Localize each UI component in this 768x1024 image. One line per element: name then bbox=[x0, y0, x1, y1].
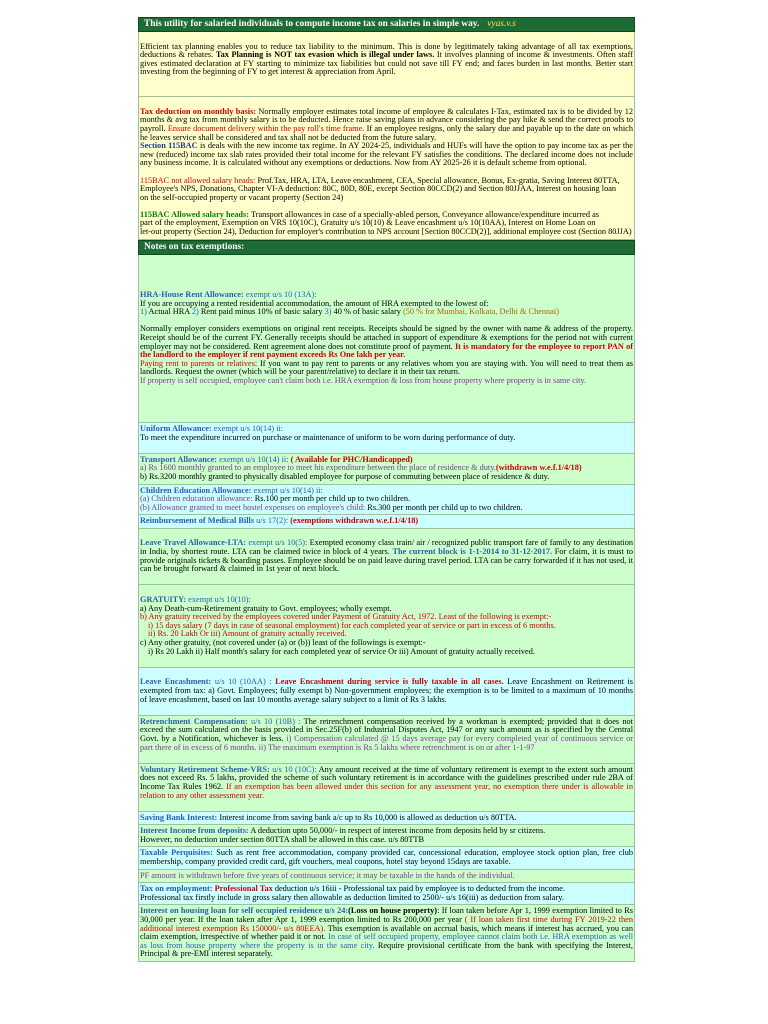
author-name: vyas.v.s bbox=[487, 19, 516, 29]
children-heading: Children Education Allowance: exempt u/s 10(14) ii: bbox=[140, 485, 323, 495]
transport-heading: Transport Allowance: exempt u/s 10(14) ii: ( Available for PHC/Handicapped) bbox=[140, 454, 413, 464]
ptax-text: Tax on employment: Professional Tax deduction u/s 16iii - Professional tax paid by employee is to deducted from the income. bbox=[140, 884, 565, 894]
not-allowed-heads: 115BAC not allowed salary heads: Prof.Tax, HRA, LTA, Leave encashment, CEA, Special allowance, Bonus, Ex-gratia, Saving Interest 80TTA, bbox=[140, 175, 620, 185]
gratuity-a: a) Any Death-cum-Retirement gratuity to Govt. employees; wholly exempt. bbox=[140, 603, 392, 613]
intro-text: Efficient tax planning enables you to reduce tax liability to the minimum. This is done by legitimately taking advantage of all tax exemptions, deductions & rebates. Tax Planning is NOT tax evasion which is illegal under laws. It involves planning of income & investments. Often staff gives estimated declaration at FY starting to minimize tax liabilities but could not save till FY end; and faces burden in last months. Better start investing from the beginning of FY to get interest & appreciation from April. bbox=[140, 41, 633, 77]
medical-heading: Reimbursement of Medical Bills u/s 17(2): (exemptions withdrawn w.e.f.1/4/18) bbox=[140, 516, 419, 526]
leave-section bbox=[138, 668, 635, 716]
retrenchment-text: Retrenchment Compensation: u/s 10 (10B) : The retrenchment compensation received by a workman is exempted; provided that it does not exceed the sum calculated on the basis provided in Sec.25F(b) of Industrial Disputes Act, 1947 or any such amount as is specified by the Central Govt. by a Notification, whichever is less. i) Compensation calculated @ 15 days average pay for every completed year of continuous service or part there of in excess of 6 months. ii) The maximum exemption is Rs 5 lakhs where retrenchment is on or after 1-1-97 bbox=[140, 716, 633, 752]
children-b: (b) Allowance granted to meet hostel expenses on employee's child: Rs.300 per month per child up to two children. bbox=[140, 502, 523, 512]
perquisites-section bbox=[138, 847, 635, 869]
hra-heading: HRA-House Rent Allowance: exempt u/s 10 (13A): bbox=[140, 290, 317, 300]
gratuity-c: c) Any other gratuity, (not covered under (a) or (b)) least of the followings is exempt:- bbox=[140, 638, 426, 647]
housing-section bbox=[138, 905, 635, 962]
perquisites-text: Taxable Perquisites: Such as rent free accommodation, company provided car, concessional education, employee stock option plan, free club membership, company provided credit card, gift vouchers, meal coupons, hotel stay beyond 15days are taxable. bbox=[140, 848, 633, 867]
hra-relatives: Paying rent to parents or relatives: If you want to pay rent to parents or any relatives whom you are staying with. You will need to treat them as landlords. Request the owner (which will be your parent/relative) to declare it in their tax return. bbox=[140, 358, 633, 377]
lta-text: Leave Travel Allowance-LTA: exempt u/s 10(5): Exempted economy class train/ air / recognized public transport fare of family to any destination in India, by shortest route. LTA can be claimed twice in block of 4 years. The current block is 1-1-2014 to 31-12-2017. For claim, it is must to provide originals tickets & boarding passes. Employee should be on paid leave during travel period. LTA can be carry forwarded if it has not used, it can be brought forward & claimed in 1st year of next block. bbox=[140, 538, 634, 574]
gratuity-b2: ii) Rs. 20 Lakh Or iii) Amount of gratuity actually received. bbox=[148, 629, 347, 639]
allowed-heads-2: part of the employment, Exemption on VRS 10(10C), Gratuity u/s 10(10) & Leave encashment u/s 10(10AA), Interest on Home Loan on bbox=[140, 218, 596, 228]
gratuity-b: b) Any gratuity received by the employees covered under Payment of Gratuity Act, 1972. Least of the following is exempt:- bbox=[140, 612, 552, 622]
ptax-section bbox=[138, 883, 635, 905]
deposits-section bbox=[138, 825, 635, 847]
uniform-text: To meet the expenditure incurred on purchase or maintenance of uniform to be worn during performance of duty. bbox=[140, 432, 516, 442]
saving-text: Saving Bank Interest: Interest income from saving bank a/c up to Rs 10,000 is allowed as deduction u/s 80TTA. bbox=[140, 812, 517, 822]
allowed-heads: 115BAC Allowed salary heads: Transport allowances in case of a specially-abled person, Conveyance allowance/expenditure incurred as bbox=[140, 209, 599, 219]
pf-section bbox=[138, 870, 635, 884]
intro-section bbox=[138, 32, 635, 97]
medical-section bbox=[138, 515, 635, 529]
pf-text: PF amount is withdrawn before five years of continuous service; it may be taxable in the hands of the individual. bbox=[140, 870, 515, 880]
ptax-text-2: Professional tax firstly include in gross salary then allowable as deduction limited to 2500/- u/s 16(iii) as deduction from salary. bbox=[140, 892, 564, 902]
not-allowed-heads-3: on the self-occupied property or vacant property (Section 24) bbox=[140, 192, 344, 202]
gratuity-c1: i) Rs 20 Lakh ii) Half month's salary for each completed year of service Or iii) Amount of gratuity actually received. bbox=[148, 646, 535, 656]
vrs-text: Voluntary Retirement Scheme-VRS: u/s 10 (10C): Any amount received at the time of voluntary retirement is exempt to the extent such amount does not exceed Rs. 5 lakhs, provided the scheme of such voluntary retirement is in accordance with the guidelines prescribed under rule 2BA of Income Tax Rules 1962. If an exemption has been allowed under this section for any assessment year, no exemption there under is allowable in relation to any other assessment year. bbox=[140, 764, 633, 800]
housing-text: Interest on housing loan for self occupied residence u/s 24:(Loss on house property): If loan taken before Apr 1, 1999 exemption limited to Rs 30,000 per year. If the loan taken after Apr 1, 1999 exemption limited to Rs 200,000 per year ( If loan taken first time during FY 2019-22 then additional interest exemption Rs 150000/- u/s 80EEA). This exemption is available on accrual basis, which means if interest has accrued, you can claim exemption, irrespective of whether paid it or not. In case of self occupied property, employee cannot claim both i.e. HRA exemption as well as loss from house property where the property is in the same city. Require provisional certificate from the bank with specifying the Interest, Principal & pre-EMI interest separately. bbox=[140, 906, 633, 959]
vrs-section bbox=[138, 764, 635, 812]
deposits-text: Interest Income from deposits: A deduction upto 50,000/- in respect of interest income from deposits held by sr citizens. bbox=[140, 826, 546, 836]
deduction-text: Tax deduction on monthly basis: Normally employer estimates total income of employee & calculates I-Tax, estimated tax is to be divided by 12 months & avg tax from monthly salary is to be deducted. Hence raise saving plans in advance considering the pay hike & send the correct proofs to payroll. Ensure document delivery within the pay roll's time frame. If an employee resigns, only the salary due and payable up to the date on which he leaves service shall be considered and tax shall not be deducted from the future salary. bbox=[140, 106, 634, 142]
allowed-heads-3: let-out property (Section 24), Deduction for employer's contribution to NPS account [Section 80CCD(2)], additional employee cost (Section 80JJA) bbox=[140, 227, 632, 237]
header-bar bbox=[138, 17, 635, 32]
transport-b: b) Rs.3200 monthly granted to physically disabled employee for purpose of commuting between place of residence & duty. bbox=[140, 471, 550, 481]
not-allowed-heads-2: Employee's NPS, Donations, Chapter VI-A deduction: 80C, 80D, 80E, except Section 80CCD(2) and Section 80JJAA, Interest on housing loan bbox=[140, 184, 617, 194]
lta-section bbox=[138, 529, 635, 586]
hra-line: If you are occupying a rented residential accommodation, the amount of HRA exempted to the lowest of: bbox=[140, 298, 489, 308]
retrenchment-section bbox=[138, 716, 635, 764]
deduction-section bbox=[138, 97, 635, 240]
deposits-text-2: However, no deduction under section 80TTA shall be allowed in this case. u/s 80TTB bbox=[140, 834, 425, 844]
transport-section bbox=[138, 454, 635, 485]
gratuity-heading: GRATUITY: exempt u/s 10(10): bbox=[140, 595, 251, 605]
section-115bac-text: Section 115BAC is deals with the new income tax regime. In AY 2024-25, individuals and HUFs will have the option to pay income tax as per the new (reduced) income tax slab rates provided their total income for the relevant FY satisfies the conditions. The declared income does not include any business income. It is calculated without any exemptions or deductions. Now from AY 2025-26 it is default scheme from optional. bbox=[140, 141, 633, 168]
notes-title: Notes on tax exemptions: bbox=[144, 241, 245, 252]
gratuity-b1: i) 15 days salary (7 days in case of seasonal employment) for each completed year of service or part in excess of 6 months. bbox=[148, 620, 556, 630]
leave-text: Leave Encashment: u/s 10 (10AA) : Leave Encashment during service is fully taxable in all cases. Leave Encashment on Retirement is exempted from tax: a) Govt. Employees; fully exempt b) Non-government employees; the exemption is to be limited to a maximum of 10 months of leave encashment, based on last 10 months average salary subject to a limit of Rs 3 lakhs. bbox=[140, 677, 633, 704]
tax-notes-sheet bbox=[138, 17, 635, 962]
hra-receipts: Normally employer considers exemptions on original rent receipts. Receipts should be signed by the owner with name & address of the property. Receipt should be of the current FY. Generally receipts should be attached in support of expenditure & exemptions for the period not with current employer may not be considered. Rent agreement alone does not constitute proof of payment. It is mandatory for the employee to report PAN of the landlord to the employer if rent payment exceeds Rs One lakh per year. bbox=[140, 324, 633, 360]
notes-bar bbox=[138, 240, 635, 255]
saving-section bbox=[138, 812, 635, 826]
children-section bbox=[138, 485, 635, 516]
gratuity-section bbox=[138, 585, 635, 667]
hra-options: 1) Actual HRA 2) Rent paid minus 10% of basic salary 3) 40 % of basic salary (50 % for Mumbai, Kolkata, Delhi & Chennai) bbox=[140, 307, 559, 317]
transport-a: a) Rs 1600 monthly granted to an employee to meet his expenditure between the place of residence & duty.(withdrawn w.e.f.1/4/18) bbox=[140, 463, 582, 473]
uniform-heading: Uniform Allowance: exempt u/s 10(14) ii: bbox=[140, 423, 284, 433]
children-a: (a) Children education allowance: Rs.100 per month per child up to two children. bbox=[140, 494, 411, 504]
header-title: This utility for salaried individuals to compute income tax on salaries in simple way. bbox=[144, 19, 480, 29]
uniform-section bbox=[138, 423, 635, 454]
hra-self-occupied: If property is self occupied, employee can't claim both i.e. HRA exemption & loss from house property where property is in same city. bbox=[140, 375, 587, 385]
hra-section bbox=[138, 255, 635, 423]
